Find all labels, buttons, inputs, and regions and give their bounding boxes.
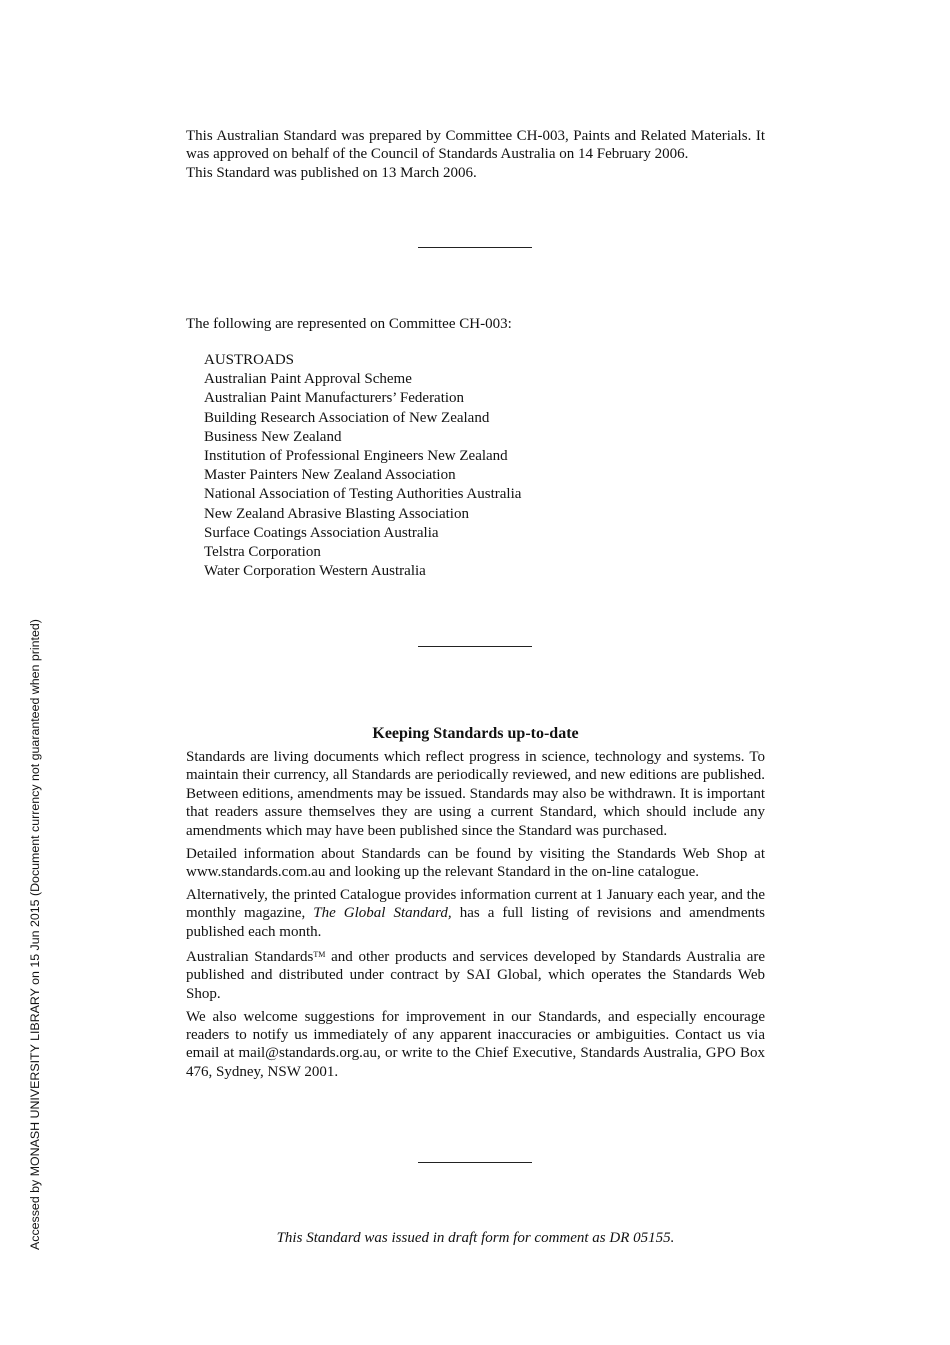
keeping-paragraph: Standards are living documents which reflect progress in science, technology and systems. To maintain their currency, all Standards are periodically reviewed, and new editions are published. Between editions, amendments may be issued. Standards may also be withdrawn. It is important that readers assure themselves they are using a current Standard, which should include any amendments which may have been published since the Standard was purchased. xyxy=(186,749,765,839)
preparation-block xyxy=(186,127,765,182)
keeping-paragraph: We also welcome suggestions for improvement in our Standards, and especially encourage readers to notify us immediately of any apparent inaccuracies or ambiguities. Contact us via email at mail@standards.org.au, or write to the Chief Executive, Standards Australia, GPO Box 476, Sydney, NSW 2001. xyxy=(186,1008,765,1080)
magazine-title: The Global Standard, xyxy=(313,905,452,922)
committee-intro: The following are represented on Committee CH-003: xyxy=(186,316,512,332)
committee-member: Water Corporation Western Australia xyxy=(204,563,426,580)
publication-text: This Standard was published on 13 March 2006. xyxy=(186,164,477,181)
distribution-text: and other products and services developed by Standards Australia are published and distributed under contract by SAI Global, which operates the Standards Web Shop. xyxy=(186,948,766,1002)
keeping-paragraph: Detailed information about Standards can be found by visiting the Standards Web Shop at www.standards.com.au and looking up the relevant Standard in the on-line catalogue. xyxy=(186,845,765,881)
committee-members-list xyxy=(204,351,521,581)
committee-member: AUSTROADS xyxy=(204,352,295,368)
committee-member: Telstra Corporation xyxy=(204,543,321,560)
committee-member: Australian Paint Approval Scheme xyxy=(204,371,412,388)
committee-member: Business New Zealand xyxy=(204,428,342,445)
section-divider xyxy=(418,646,532,647)
committee-member: Institution of Professional Engineers New Zealand xyxy=(204,447,508,464)
trademark-name: Australian Standards xyxy=(186,948,314,965)
catalogue-text: Alternatively, the printed Catalogue provides information current at 1 January each year, and the monthly magazine, xyxy=(186,887,765,922)
draft-note: This Standard was issued in draft form for comment as DR 05155. xyxy=(276,1230,675,1246)
keeping-standards-heading: Keeping Standards up-to-date xyxy=(372,725,579,742)
approval-text: This Australian Standard was prepared by Committee CH-003, Paints and Related Materials. It was approved on behalf of the Council of Standards Australia on 14 February 2006. xyxy=(186,128,765,163)
catalogue-text-end: has a full listing of revisions and amendments published each month. xyxy=(186,905,765,940)
access-watermark: Accessed by MONASH UNIVERSITY LIBRARY on 15 Jun 2015 (Document currency not guaranteed when printed) xyxy=(28,619,42,1250)
committee-member: Australian Paint Manufacturers’ Federation xyxy=(204,390,465,407)
keeping-standards-body xyxy=(186,748,765,1086)
keeping-paragraph xyxy=(186,946,765,1003)
trademark-symbol: TM xyxy=(313,949,326,959)
section-divider xyxy=(418,247,532,248)
section-divider xyxy=(418,1162,532,1163)
committee-member: Master Painters New Zealand Association xyxy=(204,467,456,484)
committee-member: Building Research Association of New Zealand xyxy=(204,409,490,426)
keeping-paragraph xyxy=(186,886,765,941)
committee-member: New Zealand Abrasive Blasting Association xyxy=(204,505,469,522)
committee-member: National Association of Testing Authorities Australia xyxy=(204,486,522,503)
committee-member: Surface Coatings Association Australia xyxy=(204,524,439,541)
